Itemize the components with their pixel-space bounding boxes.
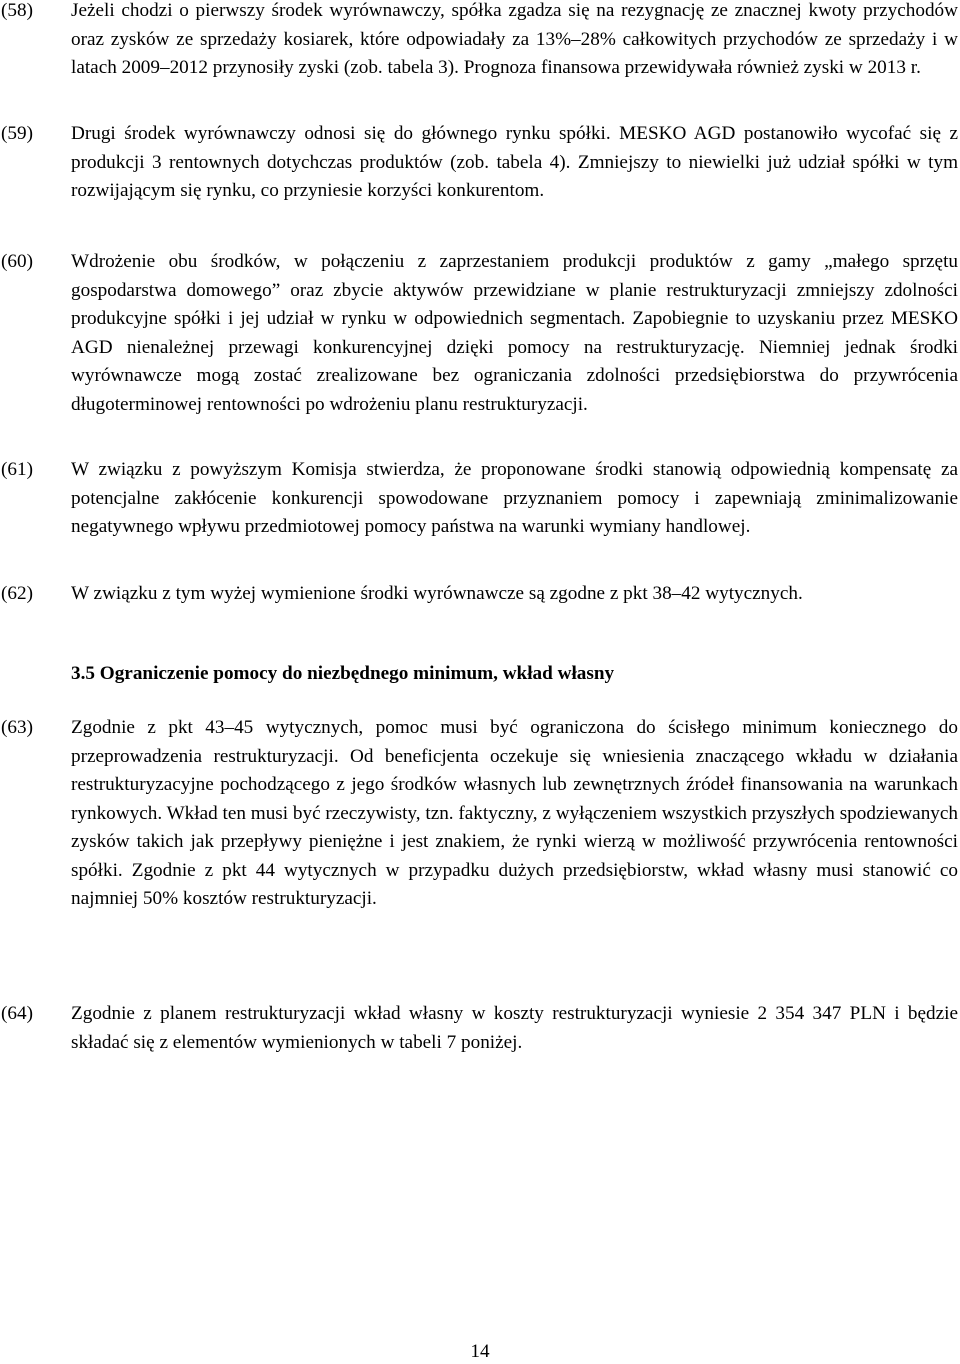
paragraph-text: Jeżeli chodzi o pierwszy środek wyrównawczy, spółka zgadza się na rezygnację ze znacznej kwoty przychodów oraz zysków ze sprzedaży kosiarek, które odpowiadały za 13%–28% całkowitych przychodów ze sprzedaży i w latach 2009–2012 przynosiły zyski (zob. tabela 3). Prognoza finansowa przewidywała również zyski w 2013 r. bbox=[71, 0, 958, 78]
paragraph-text: W związku z powyższym Komisja stwierdza, że proponowane środki stanowią odpowiednią kompensatę za potencjalne zakłócenie konkurencji spowodowane przyznaniem pomocy i zapewniają zminimalizowanie negatywnego wpływu przedmiotowej pomocy państwa na warunki wymiany handlowej. bbox=[71, 459, 958, 537]
paragraph-number: (61) bbox=[1, 459, 33, 480]
paragraph-63 bbox=[0, 714, 960, 914]
paragraph-text: W związku z tym wyżej wymienione środki wyrównawcze są zgodne z pkt 38–42 wytycznych. bbox=[71, 583, 803, 604]
paragraph-58 bbox=[0, 0, 960, 83]
paragraph-59 bbox=[0, 120, 960, 206]
paragraph-text: Zgodnie z pkt 43–45 wytycznych, pomoc musi być ograniczona do ścisłego minimum koniecznego do przeprowadzenia restrukturyzacji. Od beneficjenta oczekuje się wniesienia znaczącego wkładu w działania restrukturyzacyjne pochodzącego z jego środków własnych lub zewnętrznych źródeł finansowania na warunkach rynkowych. Wkład ten musi być rzeczywisty, tzn. faktyczny, z wyłączeniem wszystkich przyszłych spodziewanych zysków takich jak przepływy pieniężne i jest znakiem, że rynki wierzą w możliwość przywrócenia rentowności spółki. Zgodnie z pkt 44 wytycznych w przypadku dużych przedsiębiorstw, wkład własny musi stanowić co najmniej 50% kosztów restrukturyzacji. bbox=[71, 717, 958, 909]
paragraph-text: Wdrożenie obu środków, w połączeniu z zaprzestaniem produkcji produktów z gamy „małego sprzętu gospodarstwa domowego” oraz zbycie aktywów przewidziane w planie restrukturyzacji zmniejszy zdolności produkcyjne spółki i jej udział w rynku w odpowiednich segmentach. Zapobiegnie to uzyskaniu przez MESKO AGD nienależnej przewagi konkurencyjnej dzięki pomocy na restrukturyzację. Niemniej jednak środki wyrównawcze mogą zostać zrealizowane bez ograniczania zdolności przedsiębiorstwa do przywrócenia długoterminowej rentowności po wdrożeniu planu restrukturyzacji. bbox=[71, 251, 958, 415]
paragraph-62 bbox=[0, 580, 960, 609]
paragraph-61 bbox=[0, 456, 960, 542]
paragraph-text: Drugi środek wyrównawczy odnosi się do głównego rynku spółki. MESKO AGD postanowiło wycofać się z produkcji 3 rentownych dotychczas produktów (zob. tabela 4). Zmniejszy to niewielki już udział spółki w tym rozwijającym się rynku, co przyniesie korzyści konkurentom. bbox=[71, 123, 958, 201]
section-heading: 3.5 Ograniczenie pomocy do niezbędnego minimum, wkład własny bbox=[71, 663, 615, 684]
paragraph-number: (59) bbox=[1, 123, 33, 144]
paragraph-number: (58) bbox=[1, 0, 33, 21]
paragraph-number: (60) bbox=[1, 251, 33, 272]
paragraph-64 bbox=[0, 1000, 960, 1057]
paragraph-number: (63) bbox=[1, 717, 33, 738]
page-number: 14 bbox=[470, 1341, 490, 1362]
paragraph-text: Zgodnie z planem restrukturyzacji wkład własny w koszty restrukturyzacji wyniesie 2 354 347 PLN i będzie składać się z elementów wymienionych w tabeli 7 poniżej. bbox=[71, 1003, 958, 1053]
paragraph-60 bbox=[0, 248, 960, 419]
paragraph-number: (62) bbox=[1, 583, 33, 604]
paragraph-number: (64) bbox=[1, 1003, 33, 1024]
